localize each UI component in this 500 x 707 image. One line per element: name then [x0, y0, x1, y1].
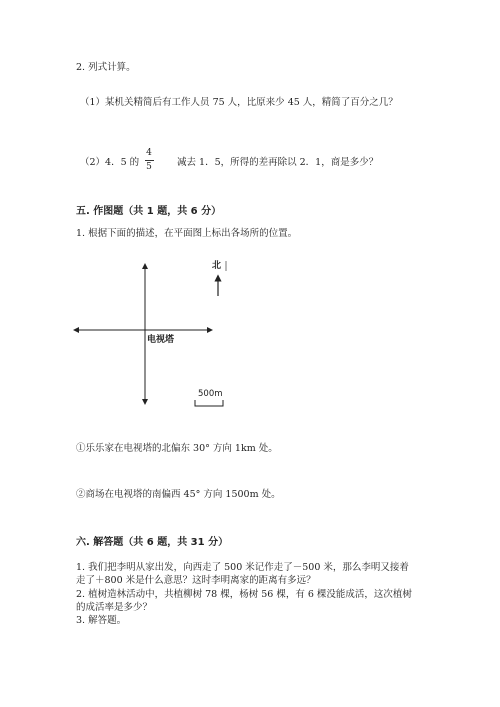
section-6-q1-line1: 1. 我们把李明从家出发，向西走了 500 米记作走了－500 米，那么李明又接着: [76, 562, 409, 573]
section-5-heading: 五. 作图题（共 1 题，共 6 分）: [76, 206, 222, 217]
description-2: ②商场在电视塔的南偏西 45° 方向 1500m 处。: [76, 489, 281, 500]
section-6-q1-line2: 走了＋800 米是什么意思？这时李明离家的距离有多远？: [76, 575, 316, 586]
tv-tower-label: 电视塔: [147, 335, 175, 345]
item-2-title: 2. 列式计算。: [76, 62, 136, 73]
description-1: ①乐乐家在电视塔的北偏东 30° 方向 1km 处。: [76, 443, 278, 454]
section-5-question-1: 1. 根据下面的描述，在平面图上标出各场所的位置。: [76, 228, 298, 239]
question-2-prefix: （2）4．5 的: [80, 157, 140, 168]
scale-label: 500m: [198, 389, 223, 399]
question-2-suffix: 减去 1．5，所得的差再除以 2．1，商是多少？: [177, 157, 379, 168]
question-1-text: （1）某机关精简后有工作人员 75 人，比原来少 45 人，精简了百分之几？: [80, 97, 398, 108]
section-6-q2-line2: 的成活率是多少？: [76, 602, 153, 613]
section-6-q2-line1: 2. 植树造林活动中，共植柳树 78 棵，杨树 56 棵，有 6 棵没能成活，这次植树: [76, 589, 412, 600]
section-6-q3: 3. 解答题。: [76, 615, 127, 626]
fraction-numerator: 4: [146, 148, 152, 158]
fraction-denominator: 5: [146, 162, 152, 172]
section-6-heading: 六. 解答题（共 6 题，共 31 分）: [76, 537, 229, 548]
north-label: 北: [212, 261, 222, 271]
